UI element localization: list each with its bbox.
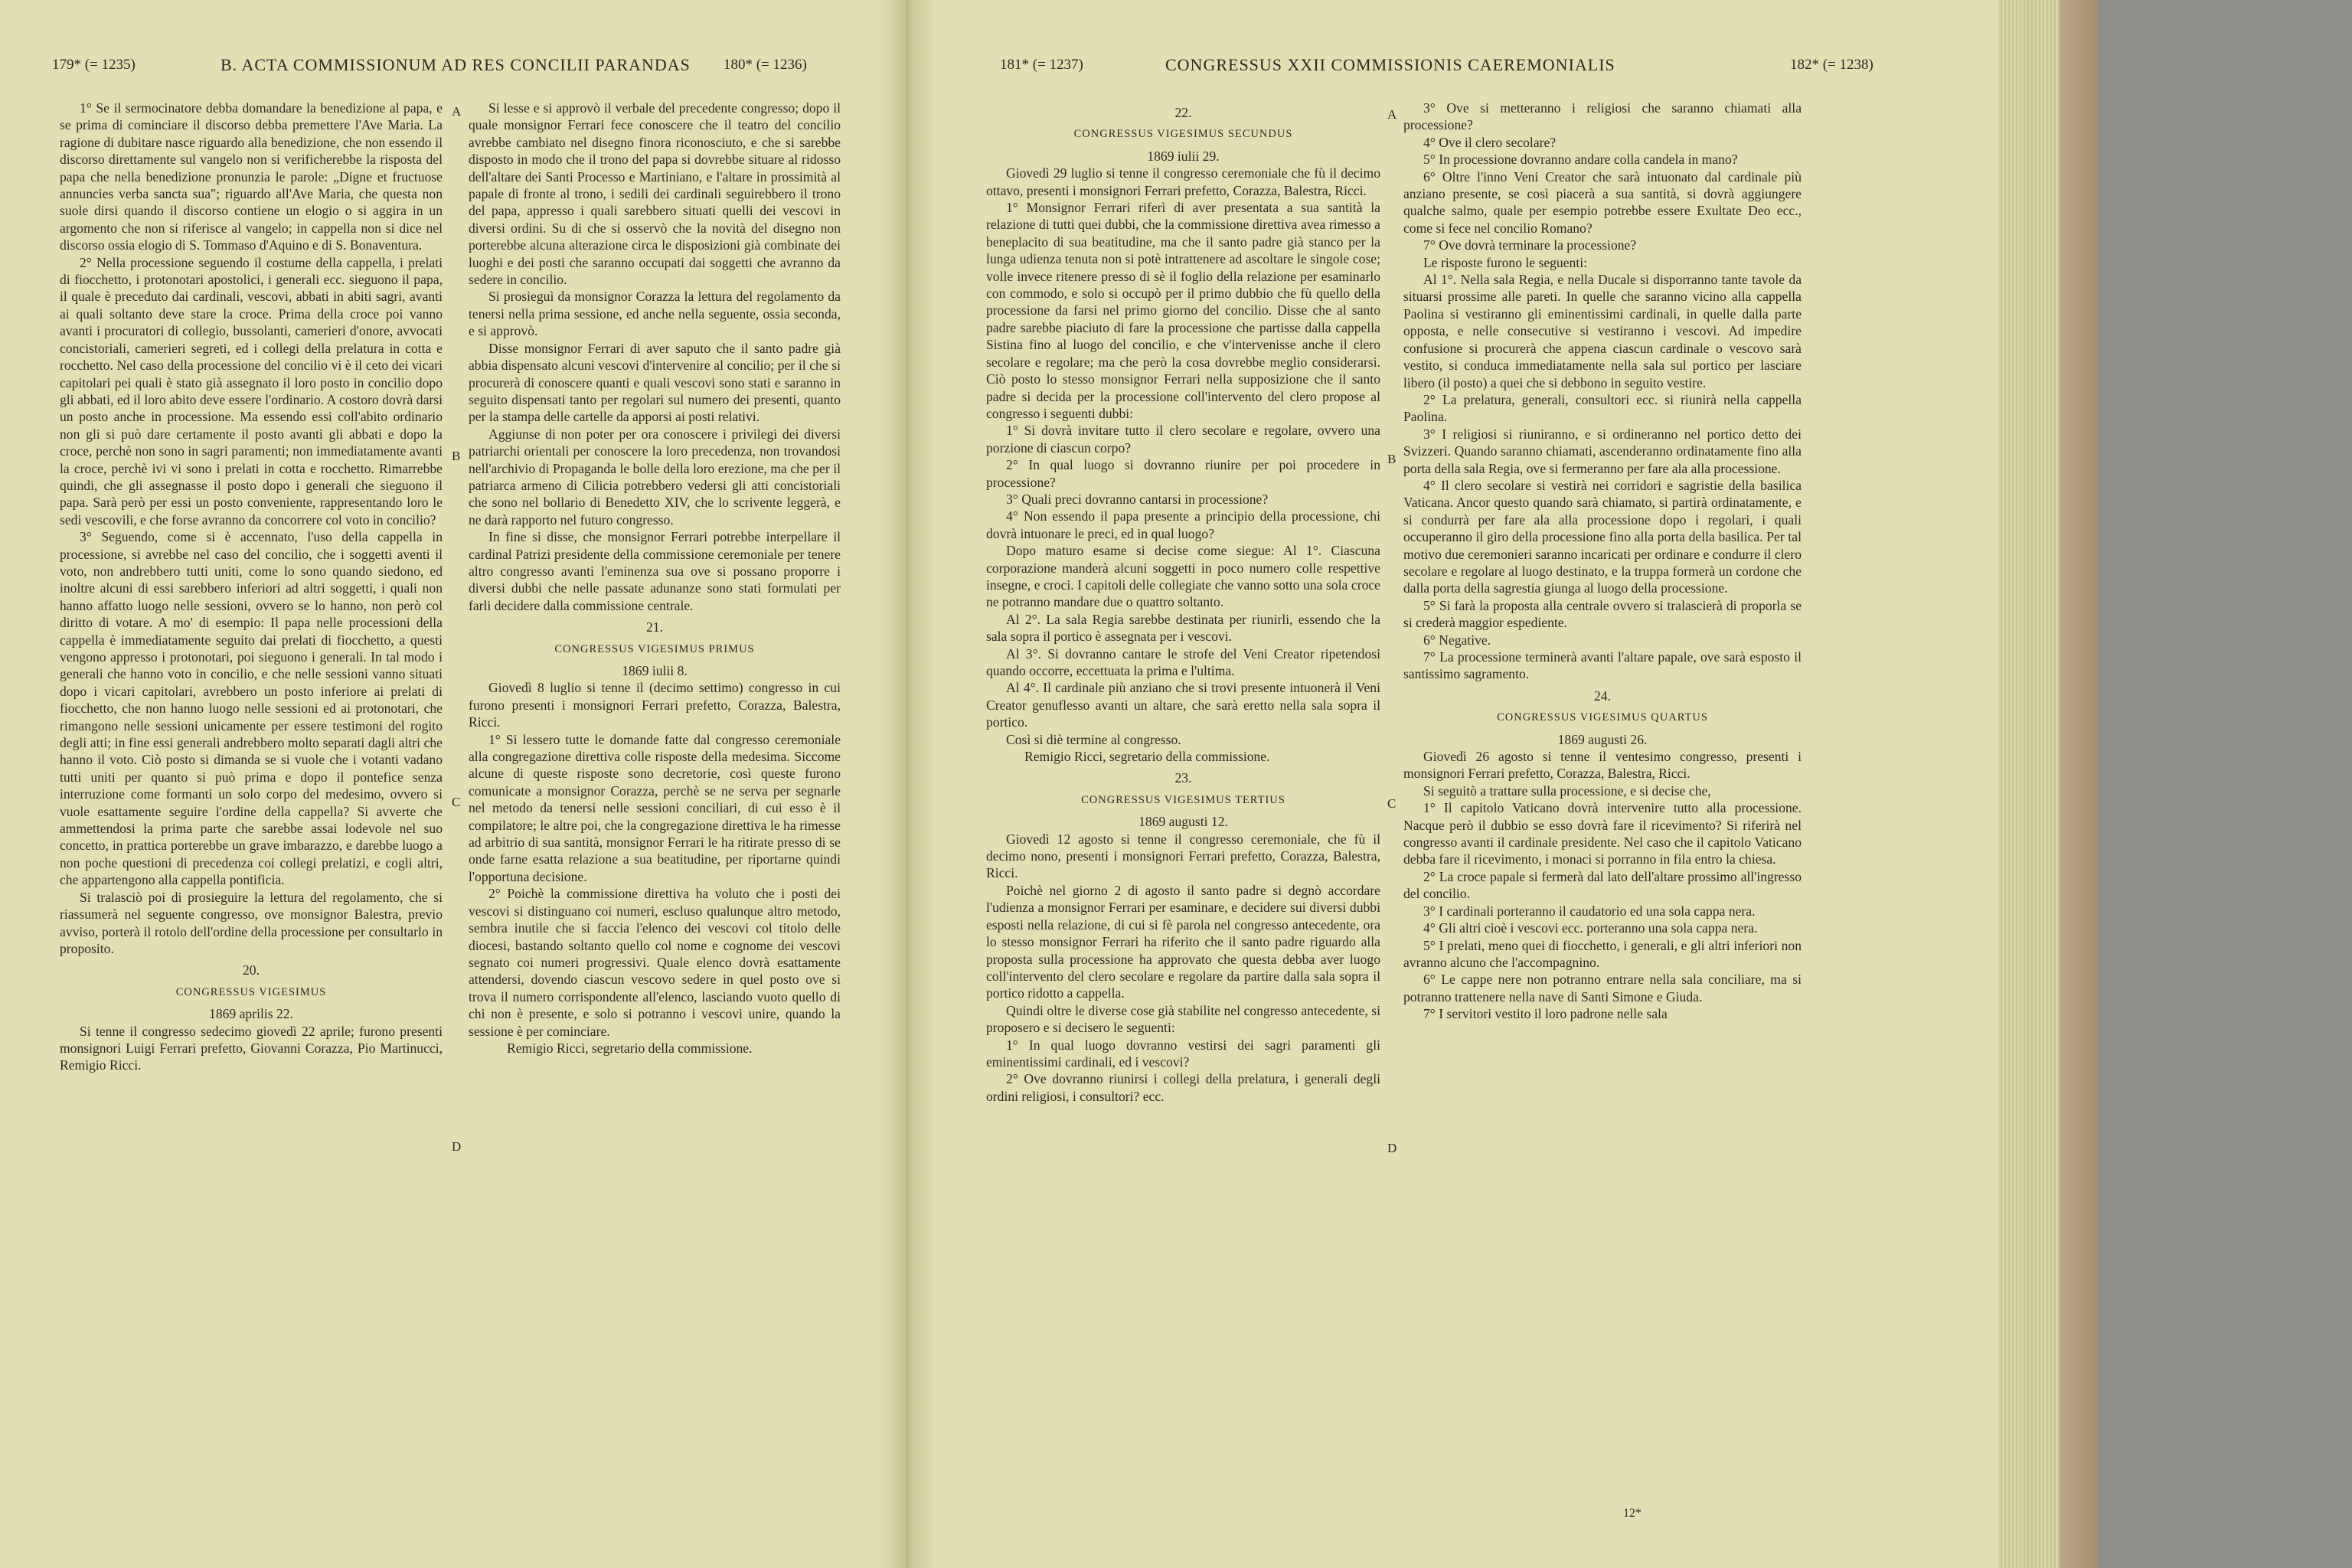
- running-title: B. ACTA COMMISSIONUM AD RES CONCILII PARANDAS: [220, 55, 691, 74]
- page-number-left: 179* (= 1235): [52, 57, 136, 73]
- paragraph: Così si diè termine al congresso.: [1006, 731, 1181, 747]
- right-page: [926, 0, 2014, 1568]
- paragraph: 2° La prelatura, generali, consultori ecc. si riunirà nella cappella Paolina.: [1403, 391, 1802, 425]
- text-column-right: [469, 100, 841, 1057]
- paragraph: Giovedì 8 luglio si tenne il (decimo settimo) congresso in cui furono presenti i monsignori Ferrari prefetto, Corazza, Balestra, Ricci.: [469, 680, 841, 730]
- paragraph: 6° Oltre l'inno Veni Creator che sarà intuonato dal cardinale più anziano presente, se così piacerà a sua santità, si dovrà aggiungere qualche salmo, quale per esempio potrebbe essere Exultate Deo ecc., come si fece nel concilio Romano?: [1403, 168, 1802, 236]
- page-number-right: 180* (= 1236): [724, 57, 807, 73]
- paragraph: Le risposte furono le seguenti:: [1423, 254, 1588, 270]
- margin-letter: B: [452, 449, 461, 463]
- paragraph: 4° Il clero secolare si vestirà nei corridori e sagristie della basilica Vaticana. Ancor questo quando sarà chiamato, si partirà ordinatamente, e si condurrà per fare ala alla processione dopo i regolari, i quali occuperanno il giro della processione fino alla porta della basilica. Per tal motivo due ceremonieri saranno incaricati per ordinare e condurre il clero secolare e regolare al luogo destinato, e la truppa formerà un cordone che dalla porta della sagrestia giunga al luogo della processione.: [1403, 477, 1802, 596]
- margin-letter: B: [1387, 452, 1396, 466]
- page-number-left: 181* (= 1237): [1000, 57, 1083, 73]
- paragraph: Si tenne il congresso sedecimo giovedì 22 aprile; furono presenti monsignori Luigi Ferrari prefetto, Giovanni Corazza, Pio Martinucci, Remigio Ricci.: [60, 1023, 443, 1073]
- paragraph: 1° Si lessero tutte le domande fatte dal congresso ceremoniale alla congregazione direttiva colle risposte della medesima. Siccome alcune di queste risposte sono decretorie, così queste furono comunicate a monsignor Corazza, perchè se ne serva per segnarle nel metodo da tenersi nelle sessioni conciliari, di cui esso è il compilatore; le altre poi, che la congregazione direttiva le ha rimesse ad arbitrio di sua santità, monsignor Ferrari le ha ritirate presso di se onde farne esatta relazione a sua beatitudine, per riportarne quindi l'opportuna decisione.: [469, 731, 841, 884]
- paragraph: Giovedì 26 agosto si tenne il ventesimo congresso, presenti i monsignori Ferrari prefetto, Corazza, Balestra, Ricci.: [1403, 749, 1802, 782]
- paragraph: Giovedì 29 luglio si tenne il congresso ceremoniale che fù il decimo ottavo, presenti i monsignori Ferrari prefetto, Corazza, Balestra, Ricci.: [986, 165, 1380, 198]
- signature-line: Remigio Ricci, segretario della commissione.: [507, 1040, 753, 1056]
- paragraph: 2° La croce papale si fermerà dal lato dell'altare prossimo all'ingresso del concilio.: [1403, 868, 1802, 902]
- paragraph: 4° Non essendo il papa presente a principio della processione, chi dovrà intuonare le preci, ed in qual luogo?: [986, 508, 1380, 541]
- paragraph: 2° Ove dovranno riunirsi i collegi della prelatura, i generali degli ordini religiosi, i consultori? ecc.: [986, 1071, 1380, 1104]
- section-heading: 21.: [646, 619, 663, 635]
- book-cover: [2060, 0, 2098, 1568]
- paragraph: 4° Ove il clero secolare?: [1423, 134, 1557, 150]
- paragraph: 3° Seguendo, come si è accennato, l'uso della cappella in processione, si avrebbe nel caso del concilio, che i soggetti aventi il voto, non andrebbero tutti uniti, come lo sono quando siedono, ed inoltre alcuni di essi sarebbero inferiori ad altri soggetti, i quali non hanno affatto luogo nelle sessioni, ovvero se lo hanno, non però col diritto di votare. A mo' di esempio: Il papa nelle processioni della cappella è immediatamente seguito dai prelati di fiocchetto, a questi vengono appresso i protonotari, poi sieguono i generali. In tal modo i generali che hanno voto in concilio, e che nelle sessioni vanno situati dopo i vicari capitolari, avrebbero un posto inferiore ai prelati di fiocchetto, che non hanno luogo nelle sessioni ed ai protonotari, che rimangono nelle sessioni unicamente per essere testimoni del rogito degli atti; in fine essi generali andrebbero molto separati dagli altri che hanno il voto. Ciò posto si dimanda se si vuole che i votanti vadano tutti uniti per quanto si può prima e dopo il pontefice senza interruzione come formanti un solo corpo del medesimo, ovvero si vuole esattamente seguire l'ordine della cappella? Si avverte che ammettendosi la prima parte che sarebbe assai lodevole nel suo concetto, in prattica porterebbe un grave imbarazzo, e darebbe luogo a non poche questioni di precedenza coi collegi prelatizi, e cogli altri, che appartengono alla cappella pontificia.: [60, 529, 443, 888]
- left-page: [0, 0, 888, 1568]
- paragraph: 6° Le cappe nere non potranno entrare nella sala conciliare, ma si potranno trattenere nella nave di Santi Simone e Giuda.: [1403, 972, 1802, 1004]
- section-heading: 23.: [1174, 770, 1192, 786]
- page-edges: [1998, 0, 2060, 1568]
- paragraph: 2° Poichè la commissione direttiva ha voluto che i posti dei vescovi si distinguano coi numeri, escluso qualunque altro metodo, sembra inutile che si faccia l'elenco dei vescovi col titolo delle diocesi, bastando soltanto quello col nome e cognome dei vescovi segnato coi numeri progressivi. Quale elenco dovrà esattamente attendersi, dovendo ciascun vescovo sedere in quel posto ove si trova il numero corrispondente all'elenco, lasciando vuoto quello di chi non è presente, e solo si potranno i vescovi unire, quando la sessione è per cominciare.: [469, 886, 841, 1039]
- signature-mark: 12*: [1623, 1507, 1642, 1520]
- section-heading: 1869 iulii 29.: [1147, 148, 1220, 164]
- paragraph: Aggiunse di non poter per ora conoscere i privilegi dei diversi patriarchi orientali per conoscere la loro precedenza, non trovandosi nell'archivio di Propaganda le bolle della loro erezione, ma che per il patriarca armeno di Cilicia potrebbero vedersi gli atti concistoriali che sono nel bollario di Benedetto XIV, che lo scrivente leggerà, e ne darà rapporto nel futuro congresso.: [469, 426, 841, 528]
- paragraph: 5° In processione dovranno andare colla candela in mano?: [1423, 152, 1738, 168]
- text-column-left: [986, 100, 1380, 1105]
- paragraph: 1° Il capitolo Vaticano dovrà intervenire tutto alla processione. Nacque però il dubbio se esso dovrà fare il ricevimento? Si riferirà nel congresso avanti il cardinale presidente. Nel caso che il capitolo Vaticano debba fare il ricevimento, i monaci si porranno in fila entro la chiesa.: [1403, 800, 1802, 867]
- paragraph: 3° Quali preci dovranno cantarsi in processione?: [1006, 491, 1269, 507]
- paragraph: Disse monsignor Ferrari di aver saputo che il santo padre già abbia dispensato alcuni vescovi d'intervenire al concilio; per il che si procurerà di conoscere quanti e quali vescovi sono stati e saranno in seguito dispensati tanto per regolari sul numero dei presenti, quanto per la stampa delle cartelle da apporsi ai posti relativi.: [469, 340, 841, 425]
- paragraph: Giovedì 12 agosto si tenne il congresso ceremoniale, che fù il decimo nono, presenti i monsignori Ferrari prefetto, Corazza, Balestra, Ricci.: [986, 831, 1380, 881]
- section-heading: 24.: [1594, 688, 1611, 704]
- text-column-left: [60, 100, 443, 1074]
- section-heading: 1869 augusti 26.: [1557, 731, 1648, 747]
- paragraph: Poichè nel giorno 2 di agosto il santo padre si degnò accordare l'udienza a monsignor Ferrari per esaminare, e decidere sui diversi dubbi esposti nella relazione, di cui si fè parola nel congresso antecedente, ora lo stesso monsignor Ferrari ha riferito che il santo padre riguardo alla proposta sulla processione ha approvato che questa debba aver luogo coll'intervento del clero secolare e regolare da partire dalla sala sopra il portico ridotto a cappella.: [986, 882, 1380, 1001]
- paragraph: 1° Monsignor Ferrari riferì di aver presentata a sua santità la relazione di tutti quei dubbi, che la commissione direttiva avea rimesso a beneplacito di sua beatitudine, ma che il santo padre già stanco per la lunga udienza tenuta non si potè intrattenere ad ascoltare le singole cose; volle invece ritenere presso di sè il foglio della relazione per esaminarlo con commodo, e solo si occupò per il primo dubbio che fù quello della processione da farsi nel primo giorno del concilio. Disse che al santo padre sarebbe piaciuto di fare la processione che partisse dalla cappella Sistina fino al luogo del concilio, e che v'intervenisse anche il clero secolare e regolare; ma che però la cosa dovrebbe meglio considerarsi. Ciò posto lo stesso monsignor Ferrari nella supposizione che il santo padre si decida per la processione coll'intervento del clero propose al congresso i seguenti dubbi:: [986, 200, 1380, 421]
- signature-line: Remigio Ricci, segretario della commissione.: [1024, 749, 1270, 765]
- paragraph: 1° Si dovrà invitare tutto il clero secolare e regolare, ovvero una porzione di ciascun corpo?: [986, 423, 1380, 456]
- section-heading: 22.: [1174, 105, 1192, 120]
- paragraph: Dopo maturo esame si decise come siegue: Al 1°. Ciascuna corporazione manderà alcuni soggetti in poco numero colle respettive insegne, e croci. I capitoli delle collegiate che vanno sotto una sola croce ne potranno mandare due o quattro soltanto.: [986, 543, 1380, 610]
- paragraph: In fine si disse, che monsignor Ferrari potrebbe interpellare il cardinal Patrizi presidente della commissione ceremoniale per tenere altro congresso avanti l'eminenza sua ove si possano proporre i diversi dubbi che nelle passate adunanze sono stati formulati per farli decidere dalla commissione centrale.: [469, 529, 841, 613]
- section-title: CONGRESSUS VIGESIMUS TERTIUS: [1081, 793, 1285, 806]
- margin-letter: A: [1387, 107, 1397, 122]
- margin-letter: D: [1387, 1141, 1397, 1155]
- paragraph: 6° Negative.: [1423, 632, 1491, 648]
- paragraph: Al 1°. Nella sala Regia, e nella Ducale si disporranno tante tavole da situarsi prossime alle pareti. In quelle che saranno vicino alla cappella Paolina si vestiranno gli eminentissimi cardinali, in quelle dalla parte opposta, e nelle consecutive si vestiranno i vescovi. Ad impedire confusione si procurerà che appena ciascun cardinale o vescovo sarà vestito, si conduca immediatamente nella sala sul portico per lasciare libero (il posto) a quei che si debbono in seguito vestire.: [1403, 272, 1802, 390]
- margin-letter: D: [452, 1139, 462, 1154]
- paragraph: 7° Ove dovrà terminare la processione?: [1423, 237, 1637, 253]
- paragraph: 4° Gli altri cioè i vescovi ecc. porteranno una sola cappa nera.: [1423, 920, 1758, 936]
- section-heading: 20.: [243, 962, 260, 978]
- paragraph: Si prosieguì da monsignor Corazza la lettura del regolamento da tenersi nella prima sessione, ed anche nella seguente, ossia seconda, e si approvò.: [469, 289, 841, 339]
- paragraph: 1° In qual luogo dovranno vestirsi dei sagri paramenti gli eminentissimi cardinali, ed i vescovi?: [986, 1037, 1380, 1070]
- section-title: CONGRESSUS VIGESIMUS QUARTUS: [1497, 711, 1708, 724]
- text-column-right: [1403, 100, 1802, 1023]
- section-title: CONGRESSUS VIGESIMUS: [175, 985, 327, 998]
- paragraph: 3° I religiosi si riuniranno, e si ordineranno nel portico detto dei Svizzeri. Quando saranno chiamati, ascenderanno ordinatamente fino alla porta della sala Regia, ove si fermeranno per fare ala alla processione.: [1403, 426, 1802, 476]
- paragraph: Al 3°. Si dovranno cantare le strofe del Veni Creator ripetendosi quando occorre, eccettuata la prima e l'ultima.: [986, 645, 1380, 678]
- paragraph: 5° Si farà la proposta alla centrale ovvero si tralascierà di proporla se si crederà maggior espediente.: [1403, 597, 1802, 631]
- section-heading: 1869 augusti 12.: [1138, 814, 1228, 830]
- running-title: CONGRESSUS XXII COMMISSIONIS CAEREMONIALIS: [1165, 55, 1615, 74]
- paragraph: 7° La processione terminerà avanti l'altare papale, ove sarà esposto il santissimo sagramento.: [1403, 649, 1802, 682]
- section-title: CONGRESSUS VIGESIMUS PRIMUS: [554, 642, 755, 655]
- paragraph: 2° Nella processione seguendo il costume della cappella, i prelati di fiocchetto, i protonotari apostolici, i generali ecc. sieguono il papa, il quale è preceduto dai cardinali, vescovi, abbati in abiti sagri, avanti ai quali soltanto deve stare la croce. Prima della croce poi vanno avanti i procuratori di collegio, bussolanti, camerieri d'onore, avvocati concistoriali, camerieri segreti, ed i collegi della prelatura in cotta e rocchetto. Nel caso della processione del concilio vi è il ceto dei vicari capitolari pei quali è stato già assegnato il loro posto in concilio dopo gli abbati, ed il loro abito deve essere l'ordinario. A costoro dovrà darsi un posto anche in processione. Ma essendo essi coll'abito ordinario non gli si può dare certamente il posto avanti gli abbati e dopo la croce, perchè non sono in sagri paramenti; non immediatamente avanti la croce, perchè ivi vi sono i prelati in cotta e rocchetto. Rimarrebbe quindi, che gli assegnasse il posto dopo i generali che sieguono il papa. Sarà però per essi un posto conveniente, rappresentando loro le sedi vescovili, e che forse avranno da concorrere col voto in concilio?: [60, 254, 443, 528]
- section-heading: 1869 aprilis 22.: [209, 1006, 293, 1022]
- paragraph: Si tralasciò poi di prosieguire la lettura del regolamento, che si riassumerà nel seguente congresso, ove monsignor Balestra, previo avviso, porterà il rotolo dell'ordine della processione per consultarlo in proposito.: [60, 889, 443, 956]
- paragraph: 1° Se il sermocinatore debba domandare la benedizione al papa, e se prima di cominciare il discorso debba premettere l'Ave Maria. La ragione di dubitare nasce riguardo alla benedizione, che non essendo il discorso direttamente sul vangelo non si verificherebbe la risposta del papa che nella benedizione pronunzia le parole: „Digne et fructuose annuncies verba sancta sua"; riguardo all'Ave Maria, che questa non suole dirsi quando il discorso contiene un elogio o si aggira in un argomento che non si riferisce al vangelo; in cappella non si dice nel discorso ossia elogio di S. Tommaso d'Aquino e di S. Bonaventura.: [60, 100, 443, 253]
- margin-letter: C: [452, 795, 461, 809]
- paragraph: 5° I prelati, meno quei di fiocchetto, i generali, e gli altri inferiori non avranno alcuno che l'accompagnino.: [1403, 937, 1802, 970]
- paragraph: Al 4°. Il cardinale più anziano che si trovi presente intuonerà il Veni Creator genuflesso avanti un altare, che sarà eretto nella sala sopra il portico.: [986, 680, 1380, 730]
- paragraph: Si seguitò a trattare sulla processione, e si decise che,: [1423, 782, 1711, 799]
- paragraph: 3° I cardinali porteranno il caudatorio ed una sola cappa nera.: [1423, 903, 1756, 919]
- page-number-right: 182* (= 1238): [1790, 57, 1873, 73]
- paragraph: 2° In qual luogo si dovranno riunire per poi procedere in processione?: [986, 457, 1380, 490]
- paragraph: 7° I servitori vestito il loro padrone nelle sala: [1423, 1006, 1668, 1022]
- background: [2098, 0, 2352, 1568]
- margin-letter: C: [1387, 796, 1396, 811]
- paragraph: Al 2°. La sala Regia sarebbe destinata per riunirli, essendo che la sala sopra il portico è assegnata per i vescovi.: [986, 611, 1380, 645]
- margin-letter: A: [452, 104, 462, 119]
- paragraph: Si lesse e si approvò il verbale del precedente congresso; dopo il quale monsignor Ferrari fece conoscere che il teatro del concilio avrebbe cambiato nel disegno finora riconosciuto, e che si sarebbe disposto in modo che il trono del papa si dovrebbe situare al ridosso dell'altare dei Santi Processo e Martiniano, e l'altare in prossimità al papale di fronte al trono, i sedili dei cardinali seguirebbero il trono del papa, appresso i quali sarebbero situati quelli dei vescovi in diversi ordini. Su di che si osservò che la novità del disegno non porterebbe alcuna alterazione circa le disposizioni già combinate dei luoghi e dei posti che saranno occupati dai soggetti che avranno da sedere in concilio.: [469, 100, 841, 288]
- paragraph: Quindi oltre le diverse cose già stabilite nel congresso antecedente, si proposero e si decisero le seguenti:: [986, 1002, 1380, 1036]
- paragraph: 3° Ove si metteranno i religiosi che saranno chiamati alla processione?: [1403, 100, 1802, 133]
- section-heading: 1869 iulii 8.: [622, 663, 688, 678]
- section-title: CONGRESSUS VIGESIMUS SECUNDUS: [1073, 128, 1293, 141]
